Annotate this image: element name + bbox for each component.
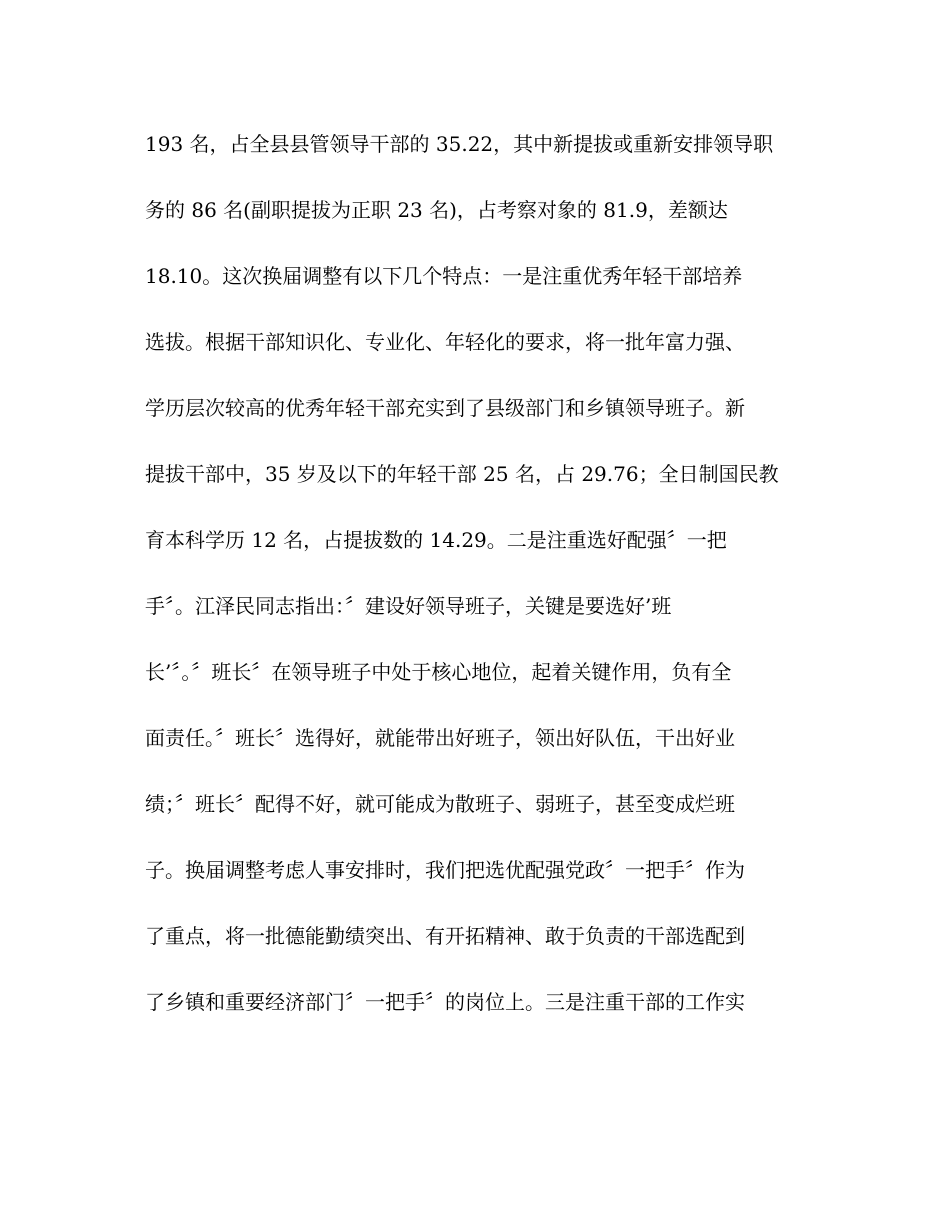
text-line: 子。换届调整考虑人事安排时，我们把选优配强党政〞一把手〞作为 (145, 858, 745, 882)
text-line: 提拔干部中，35 岁及以下的年轻干部 25 名，占 29.76；全日制国民教 (145, 462, 779, 486)
text-line: 了乡镇和重要经济部门〞一把手〞的岗位上。三是注重干部的工作实 (145, 990, 745, 1014)
text-line: 学历层次较高的优秀年轻干部充实到了县级部门和乡镇领导班子。新 (145, 396, 745, 420)
text-line: 务的 86 名(副职提拔为正职 23 名)，占考察对象的 81.9，差额达 (145, 198, 728, 222)
text-line: 18.10。这次换届调整有以下几个特点：一是注重优秀年轻干部培养 (145, 264, 743, 288)
text-line: 面责任。〞班长〞选得好，就能带出好班子，领出好队伍，干出好业 (145, 726, 735, 750)
text-line: 193 名，占全县县管领导干部的 35.22，其中新提拔或重新安排领导职 (145, 132, 774, 156)
text-line: 长’〞。〞班长〞在领导班子中处于核心地位，起着关键作用，负有全 (145, 660, 732, 684)
text-line: 了重点，将一批德能勤绩突出、有开拓精神、敢于负责的干部选配到 (145, 924, 745, 948)
body-text (145, 124, 815, 1048)
text-line: 绩；〞班长〞配得不好，就可能成为散班子、弱班子，甚至变成烂班 (145, 792, 735, 816)
text-line: 育本科学历 12 名，占提拔数的 14.29。二是注重选好配强〞一把 (145, 528, 727, 552)
text-line: 手〞。江泽民同志指出：〞建设好领导班子，关键是要选好’班 (145, 594, 672, 618)
text-line: 选拔。根据干部知识化、专业化、年轻化的要求，将一批年富力强、 (145, 330, 745, 354)
